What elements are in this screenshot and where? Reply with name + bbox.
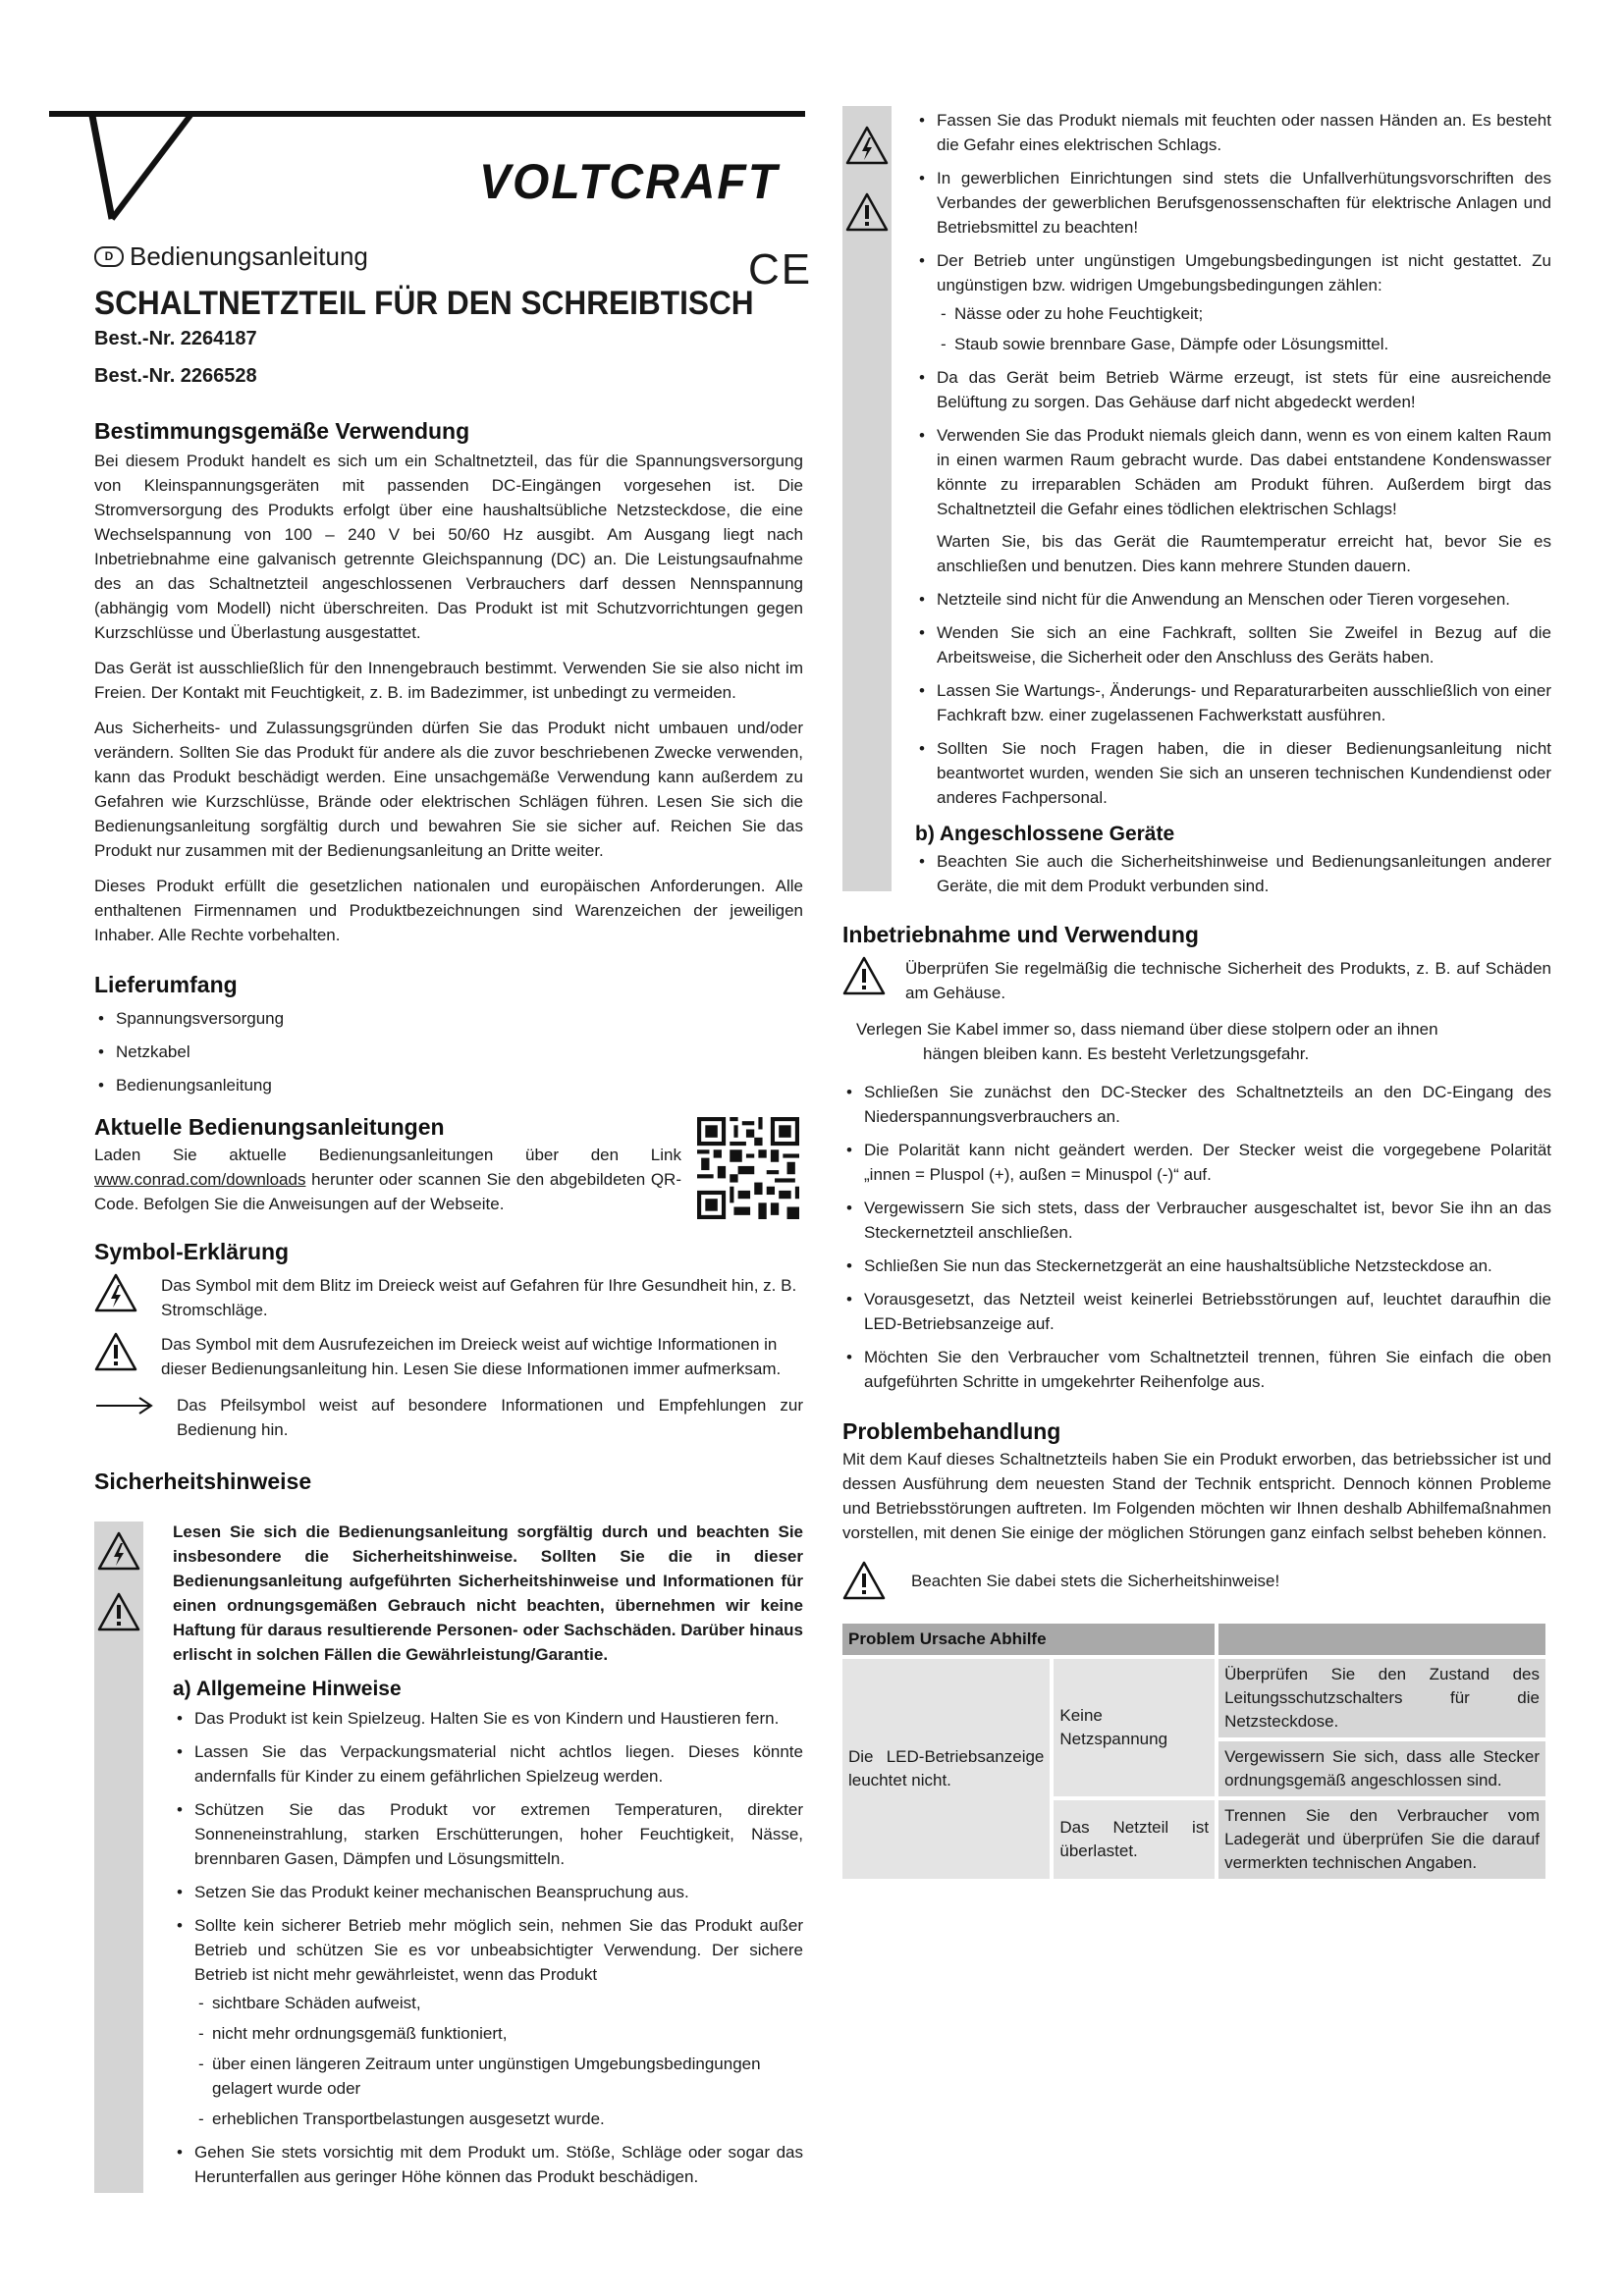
list-item: • Schließen Sie zunächst den DC-Stecker des Schaltnetzteils an den DC-Eingang des Niederspannungsverbrauchers an.	[842, 1080, 1551, 1129]
troubleshooting-note	[842, 1561, 1551, 1600]
downloads-link[interactable]: www.conrad.com/downloads	[94, 1170, 306, 1189]
left-column	[94, 417, 803, 1495]
operation-section	[842, 921, 1551, 1883]
exclamation-warning-icon	[94, 1332, 137, 1371]
operation-warning	[842, 956, 1551, 1005]
delivery-list	[94, 1006, 803, 1097]
list-item: • Möchten Sie den Verbraucher vom Schaltnetzteil trennen, führen Sie einfach die oben aufgeführten Schritte in umgekehrter Reihenfolge aus.	[842, 1345, 1551, 1394]
cause-cell: Keine Netzspannung	[1052, 1657, 1217, 1798]
intended-use-text	[94, 449, 803, 947]
operation-steps	[842, 1080, 1551, 1394]
list-item: • Lassen Sie das Verpackungsmaterial nicht achtlos liegen. Dieses könnte andernfalls für Kinder zu einem gefährlichen Spielzeug werden.	[173, 1739, 803, 1789]
product-title: SCHALTNETZTEIL FÜR DEN SCHREIBTISCH	[94, 285, 754, 322]
manuals-text-before: Laden Sie aktuelle Bedienungsanleitungen über den Link	[94, 1146, 681, 1164]
exclamation-symbol-text: Das Symbol mit dem Ausrufezeichen im Dreieck weist auf wichtige Informationen in dieser Bedienungsanleitung hin. Lesen Sie diese Informationen immer aufmerksam.	[161, 1335, 782, 1378]
list-item: • In gewerblichen Einrichtungen sind stets die Unfallverhütungsvorschriften des Verbandes der gewerblichen Berufsgenossenschaften für elektrische Anlagen und Betriebsmittel zu beachten!	[915, 166, 1551, 240]
paragraph: Aus Sicherheits- und Zulassungsgründen dürfen Sie das Produkt nicht umbauen und/oder verändern. Sollten Sie das Produkt für andere als die zuvor beschriebenen Zwecke verwenden, kann das Produkt beschädigt werden. Eine unsachgemäße Verwendung kann außerdem zu Gefahren wie Kurzschlüsse, Brände oder elektrischen Schlägen führen. Lesen Sie sich die Bedienungsanleitung sorgfältig durch und bewahren Sie sie sicher auf. Reichen Sie das Produkt nur zusammen mit der Bedienungsanleitung an Dritte weiter.	[94, 719, 803, 860]
delivery-title: Lieferumfang	[94, 972, 238, 997]
operation-title: Inbetriebnahme und Verwendung	[842, 922, 1199, 947]
arrow-symbol-text: Das Pfeilsymbol weist auf besondere Informationen und Empfehlungen zur Bedienung hin.	[177, 1396, 803, 1439]
list-item: - Staub sowie brennbare Gase, Dämpfe oder Lösungsmittel.	[937, 332, 1551, 356]
exclamation-warning-icon	[845, 192, 889, 232]
symbol-row-arrow	[94, 1393, 803, 1442]
cable-note-line2: hängen bleiben kann. Es besteht Verletzungsgefahr.	[923, 1044, 1310, 1063]
table-row	[842, 1657, 1547, 1739]
list-item: • Wenden Sie sich an eine Fachkraft, sollten Sie Zweifel in Bezug auf die Arbeitsweise, die Sicherheit oder den Anschluss des Geräts haben.	[915, 620, 1551, 669]
table-header-empty	[1217, 1624, 1547, 1657]
lightning-warning-icon	[845, 126, 889, 165]
table-header-cell: Problem Ursache Abhilfe	[842, 1624, 1217, 1657]
safety-intro: Lesen Sie sich die Bedienungsanleitung sorgfältig durch und beachten Sie insbesondere die Sicherheitshinweise. Sollten Sie die in dieser Bedienungsanleitung aufgeführten Sicherheitshinweise und Informationen für einen ordnungsgemäßen Gebrauch nicht beachten, übernehmen wir keine Haftung für daraus resultierende Personen- oder Sachschäden. Darüber hinaus erlischt in solchen Fällen die Gewährleistung/Garantie.	[173, 1522, 803, 1664]
troubleshooting-table	[842, 1624, 1549, 1883]
manuals-title: Aktuelle Bedienungsanleitungen	[94, 1114, 445, 1140]
qr-code-icon	[697, 1117, 799, 1219]
paragraph: Bei diesem Produkt handelt es sich um ein Schaltnetzteil, das für die Spannungsversorgung von Kleinspannungsgeräten mit passenden DC-Eingängen vorgesehen ist. Die Stromversorgung des Produkts erfolgt über eine haushaltsübliche Netzsteckdose, die eine Wechselspannung von 100 – 240 V bei 50/60 Hz ausgibt. Am Ausgang liegt nach Inbetriebnahme eine galvanisch getrennte Gleichspannung (DC) an. Die Leistungsaufnahme des an das Schaltnetzteil angeschlossenen Verbrauchers darf dessen Nennspannung (abhängig vom Modell) nicht überschreiten. Das Produkt ist mit Schutzvorrichtungen gegen Kurzschlüsse und Überlastung ausgestattet.	[94, 452, 803, 642]
symbol-row-exclamation	[94, 1332, 803, 1381]
brand-name: VOLTCRAFT	[479, 154, 780, 210]
table-header-row	[842, 1624, 1547, 1657]
list-item	[173, 1913, 803, 2131]
list-item: • Vergewissern Sie sich stets, dass der Verbraucher ausgeschaltet ist, bevor Sie ihn an das Steckernetzteil anschließen.	[842, 1196, 1551, 1245]
list-item: • Lassen Sie Wartungs-, Änderungs- und Reparaturarbeiten ausschließlich von einer Fachkraft bzw. einer zugelassenen Fachwerkstatt ausführen.	[915, 678, 1551, 727]
list-item: • Schließen Sie nun das Steckernetzgerät an eine haushaltsübliche Netzsteckdose an.	[842, 1254, 1551, 1278]
list-item: • Netzteile sind nicht für die Anwendung an Menschen oder Tieren vorgesehen.	[915, 587, 1551, 612]
symbol-row-lightning	[94, 1273, 803, 1322]
paragraph: Das Gerät ist ausschließlich für den Innengebrauch bestimmt. Verwenden Sie sie also nicht im Freien. Der Kontakt mit Feuchtigkeit, z. B. im Badezimmer, ist unbedingt zu vermeiden.	[94, 659, 803, 702]
list-item	[915, 248, 1551, 356]
list-item: - sichtbare Schäden aufweist,	[194, 1991, 803, 2015]
arrow-icon	[94, 1393, 155, 1418]
remedy-cell: Überprüfen Sie den Zustand des Leitungsschutzschalters für die Netzsteckdose.	[1217, 1657, 1547, 1739]
general-notes-title: a) Allgemeine Hinweise	[173, 1678, 402, 1700]
list-item: - über einen längeren Zeitraum unter ungünstigen Umgebungsbedingungen gelagert wurde oder	[194, 2052, 803, 2101]
operation-warning-text: Überprüfen Sie regelmäßig die technische Sicherheit des Produkts, z. B. auf Schäden am Gehäuse.	[905, 959, 1551, 1002]
troubleshooting-text: Mit dem Kauf dieses Schaltnetzteils haben Sie ein Produkt erworben, das betriebssicher ist und dessen Ausführung dem neuesten Stand der Technik entspricht. Dennoch können Probleme und Betriebsstörungen auftreten. Im Folgenden möchten wir Ihnen deshalb Abhilfemaßnahmen vorstellen, mit denen Sie einige der möglichen Störungen ganz einfach selbst beheben können.	[842, 1450, 1551, 1542]
list-item: • Beachten Sie auch die Sicherheitshinweise und Bedienungsanleitungen anderer Geräte, die mit dem Produkt verbunden sind.	[915, 849, 1551, 898]
troubleshooting-note-text: Beachten Sie dabei stets die Sicherheitshinweise!	[911, 1571, 1280, 1590]
list-item: • Das Produkt ist kein Spielzeug. Halten Sie es von Kindern und Haustieren fern.	[173, 1706, 803, 1731]
order-number-2: Best.-Nr. 2266528	[94, 365, 257, 387]
list-item: • Die Polarität kann nicht geändert werden. Der Stecker weist die vorgegebene Polarität „innen = Pluspol (+), außen = Minuspol (-)“ auf.	[842, 1138, 1551, 1187]
symbols-title: Symbol-Erklärung	[94, 1239, 290, 1264]
exclamation-warning-icon	[842, 956, 886, 995]
list-item: • Fassen Sie das Produkt niemals mit feuchten oder nassen Händen an. Es besteht die Gefahr eines elektrischen Schlags.	[915, 108, 1551, 157]
adverse-conditions-list	[937, 301, 1551, 356]
list-item-text: Verwenden Sie das Produkt niemals gleich dann, wenn es von einem kalten Raum in einen warmen Raum gebracht wurde. Das dabei entstandene Kondenswasser könnte zu irreparablen Schäden am Produkt führen. Außerdem birgt das Schaltnetzteil die Gefahr eines tödlichen elektrischen Schlags!	[937, 426, 1551, 518]
cable-note-line1: Verlegen Sie Kabel immer so, dass niemand über diese stolpern oder an ihnen	[856, 1020, 1438, 1039]
list-item: • Setzen Sie das Produkt keiner mechanischen Beanspruchung aus.	[173, 1880, 803, 1904]
manuals-section	[94, 1113, 803, 1216]
list-item-text: Der Betrieb unter ungünstigen Umgebungsbedingungen ist nicht gestattet. Zu ungünstigen bzw. widrigen Umgebungsbedingungen zählen:	[937, 251, 1551, 294]
manuals-text	[94, 1143, 681, 1216]
list-item: • Bedienungsanleitung	[94, 1073, 803, 1097]
connected-devices-title: b) Angeschlossene Geräte	[915, 823, 1175, 845]
troubleshooting-title: Problembehandlung	[842, 1418, 1061, 1444]
intended-use-title: Bestimmungsgemäße Verwendung	[94, 418, 470, 444]
doc-type: Bedienungsanleitung	[130, 241, 368, 271]
list-item	[915, 423, 1551, 578]
lightning-symbol-text: Das Symbol mit dem Blitz im Dreieck weist auf Gefahren für Ihre Gesundheit hin, z. B. Stromschläge.	[161, 1276, 797, 1319]
doc-type-line	[94, 241, 368, 272]
lightning-warning-icon	[94, 1273, 137, 1312]
paragraph: Dieses Produkt erfüllt die gesetzlichen nationalen und europäischen Anforderungen. Alle enthaltenen Firmennamen und Produktbezeichnungen sind Warenzeichen der jeweiligen Inhaber. Alle Rechte vorbehalten.	[94, 877, 803, 944]
safety-list-right	[915, 108, 1551, 810]
order-number-1: Best.-Nr. 2264187	[94, 328, 257, 349]
exclamation-warning-icon	[97, 1592, 140, 1631]
cause-cell: Das Netzteil ist überlastet.	[1052, 1798, 1217, 1881]
list-item: • Da das Gerät beim Betrieb Wärme erzeugt, ist stets für eine ausreichende Belüftung zu sorgen. Das Gehäuse darf nicht abgedeckt werden!	[915, 365, 1551, 414]
safety-title: Sicherheitshinweise	[94, 1468, 312, 1494]
remedy-cell: Trennen Sie den Verbraucher vom Ladegerät und überprüfen Sie die darauf vermerkten technischen Angaben.	[1217, 1798, 1547, 1881]
exclamation-warning-icon	[842, 1561, 886, 1600]
list-item: • Spannungsversorgung	[94, 1006, 803, 1031]
list-item: • Sollten Sie noch Fragen haben, die in dieser Bedienungsanleitung nicht beantwortet wurden, wenden Sie sich an unseren technischen Kundendienst oder anderes Fachpersonal.	[915, 736, 1551, 810]
connected-devices-list	[915, 849, 1551, 898]
safety-content-left	[173, 1520, 803, 2198]
list-item: • Vorausgesetzt, das Netzteil weist keinerlei Betriebsstörungen auf, leuchtet daraufhin die LED-Betriebsanzeige auf.	[842, 1287, 1551, 1336]
problem-cell: Die LED-Betriebsanzeige leuchtet nicht.	[842, 1657, 1052, 1881]
list-item: - Nässe oder zu hohe Feuchtigkeit;	[937, 301, 1551, 326]
manuals-text-after: herunter oder scannen Sie den abgebildeten QR-Code. Befolgen Sie die Anweisungen auf der Webseite.	[94, 1170, 681, 1213]
general-notes-list	[173, 1706, 803, 2189]
language-badge: D	[94, 246, 124, 267]
list-item: • Netzkabel	[94, 1040, 803, 1064]
ce-mark: CE	[748, 245, 813, 294]
safety-content-right	[915, 108, 1551, 907]
list-item: • Gehen Sie stets vorsichtig mit dem Produkt um. Stöße, Schläge oder sogar das Herunterfallen aus geringer Höhe können das Produkt beschädigen.	[173, 2140, 803, 2189]
list-item: • Schützen Sie das Produkt vor extremen Temperaturen, direkter Sonneneinstrahlung, starken Erschütterungen, hoher Feuchtigkeit, Nässe, brennbaren Gasen, Dämpfen und Lösungsmitteln.	[173, 1797, 803, 1871]
list-item: - nicht mehr ordnungsgemäß funktioniert,	[194, 2021, 803, 2046]
unsafe-conditions-list	[194, 1991, 803, 2131]
remedy-cell: Vergewissern Sie sich, dass alle Stecker ordnungsgemäß angeschlossen sind.	[1217, 1739, 1547, 1798]
list-item: - erheblichen Transportbelastungen ausgesetzt wurde.	[194, 2107, 803, 2131]
wait-note: Warten Sie, bis das Gerät die Raumtemperatur erreicht hat, bevor Sie es anschließen und benutzen. Dies kann mehrere Stunden dauern.	[937, 532, 1551, 575]
lightning-warning-icon	[97, 1531, 140, 1571]
list-item-text: Sollte kein sicherer Betrieb mehr möglich sein, nehmen Sie das Produkt außer Betrieb und schützen Sie es vor unbeabsichtigter Verwendung. Der sichere Betrieb ist nicht mehr gewährleistet, wenn das Produkt	[194, 1916, 803, 1984]
